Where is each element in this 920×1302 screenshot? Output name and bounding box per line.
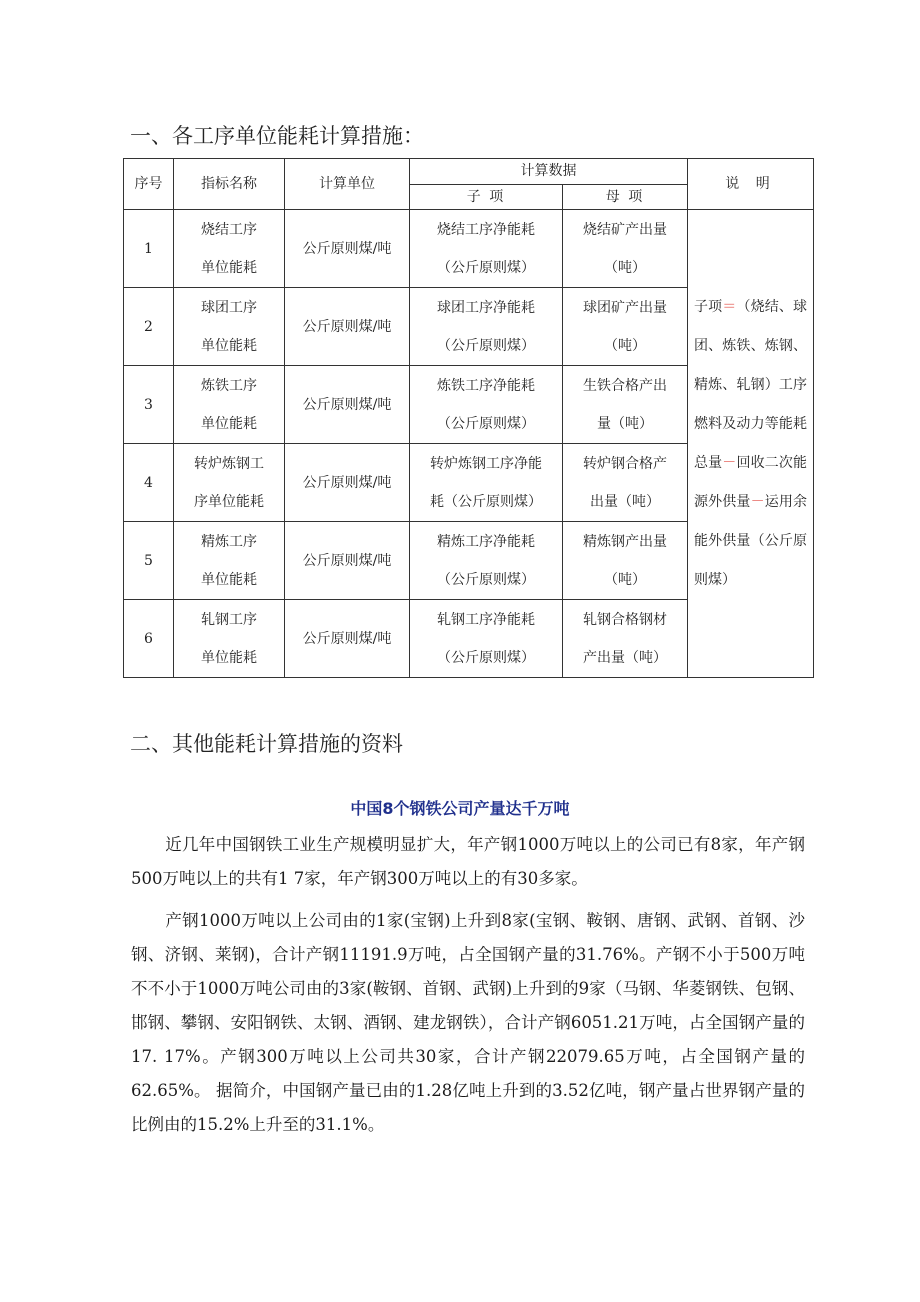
article-paragraph-1: 近几年中国钢铁工业生产规模明显扩大，年产钢1000万吨以上的公司已有8家，年产钢500万吨以上的共有1 7家，年产钢300万吨以上的有30多家。 <box>131 835 805 888</box>
row-unit: 公斤原则煤/吨 <box>285 444 410 522</box>
row-parent: 烧结矿产出量 （吨） <box>563 210 688 288</box>
row-sub: 烧结工序净能耗 （公斤原则煤） <box>410 210 563 288</box>
row-seq: 1 <box>124 210 174 288</box>
row-sub: 精炼工序净能耗 （公斤原则煤） <box>410 522 563 600</box>
row-note: 子项＝（烧结、球团、炼铁、炼钢、精炼、轧钢）工序燃料及动力等能耗总量－回收二次能源外供量－运用余能外供量（公斤原则煤） <box>688 210 814 678</box>
section2-heading: 二、其他能耗计算措施的资料 <box>130 732 403 756</box>
row-parent: 球团矿产出量 （吨） <box>563 288 688 366</box>
row-sub: 球团工序净能耗 （公斤原则煤） <box>410 288 563 366</box>
row-seq: 6 <box>124 600 174 678</box>
header-sub-item: 子 项 <box>410 184 563 210</box>
row-name: 炼铁工序 单位能耗 <box>174 366 285 444</box>
header-parent-item: 母 项 <box>563 184 688 210</box>
row-parent: 精炼钢产出量 （吨） <box>563 522 688 600</box>
row-parent: 转炉钢合格产 出量（吨） <box>563 444 688 522</box>
row-unit: 公斤原则煤/吨 <box>285 288 410 366</box>
row-name: 精炼工序 单位能耗 <box>174 522 285 600</box>
table-row <box>124 210 814 288</box>
article-title: 中国8个钢铁公司产量达千万吨 <box>350 799 570 818</box>
row-seq: 2 <box>124 288 174 366</box>
row-name: 烧结工序 单位能耗 <box>174 210 285 288</box>
row-unit: 公斤原则煤/吨 <box>285 600 410 678</box>
row-sub: 转炉炼钢工序净能 耗（公斤原则煤） <box>410 444 563 522</box>
header-calc-data: 计算数据 <box>410 159 688 185</box>
row-name: 球团工序 单位能耗 <box>174 288 285 366</box>
row-name: 轧钢工序 单位能耗 <box>174 600 285 678</box>
energy-calc-table <box>123 158 814 678</box>
row-sub: 轧钢工序净能耗 （公斤原则煤） <box>410 600 563 678</box>
section1-heading: 一、各工序单位能耗计算措施： <box>130 124 424 148</box>
row-seq: 5 <box>124 522 174 600</box>
row-seq: 3 <box>124 366 174 444</box>
article-paragraph-2: 产钢1000万吨以上公司由的1家(宝钢)上升到8家(宝钢、鞍钢、唐钢、武钢、首钢、沙钢、济钢、莱钢)，合计产钢11191.9万吨，占全国钢产量的31.76%。产钢不小于500万吨不不小于1000万吨公司由的3家(鞍钢、首钢、武钢)上升到的9家（马钢、华菱钢铁、包钢、邯钢、攀钢、安阳钢铁、太钢、酒钢、建龙钢铁），合计产钢6051.21万吨，占全国钢产量的17. 17%。产钢300万吨以上公司共30家，合计产钢22079.65万吨，占全国钢产量的62.65%。 据简介，中国钢产量已由的1.28亿吨上升到的3.52亿吨，钢产量占世界钢产量的比例由的15.2%上升至的31.1%。 <box>131 911 805 1134</box>
header-name: 指标名称 <box>174 159 285 210</box>
row-sub: 炼铁工序净能耗 （公斤原则煤） <box>410 366 563 444</box>
header-note: 说 明 <box>688 159 814 210</box>
row-unit: 公斤原则煤/吨 <box>285 366 410 444</box>
row-seq: 4 <box>124 444 174 522</box>
row-unit: 公斤原则煤/吨 <box>285 522 410 600</box>
row-parent: 生铁合格产出 量（吨） <box>563 366 688 444</box>
table-header-row <box>124 159 814 185</box>
row-name: 转炉炼钢工 序单位能耗 <box>174 444 285 522</box>
header-seq: 序号 <box>124 159 174 210</box>
header-unit: 计算单位 <box>285 159 410 210</box>
row-parent: 轧钢合格钢材 产出量（吨） <box>563 600 688 678</box>
row-unit: 公斤原则煤/吨 <box>285 210 410 288</box>
